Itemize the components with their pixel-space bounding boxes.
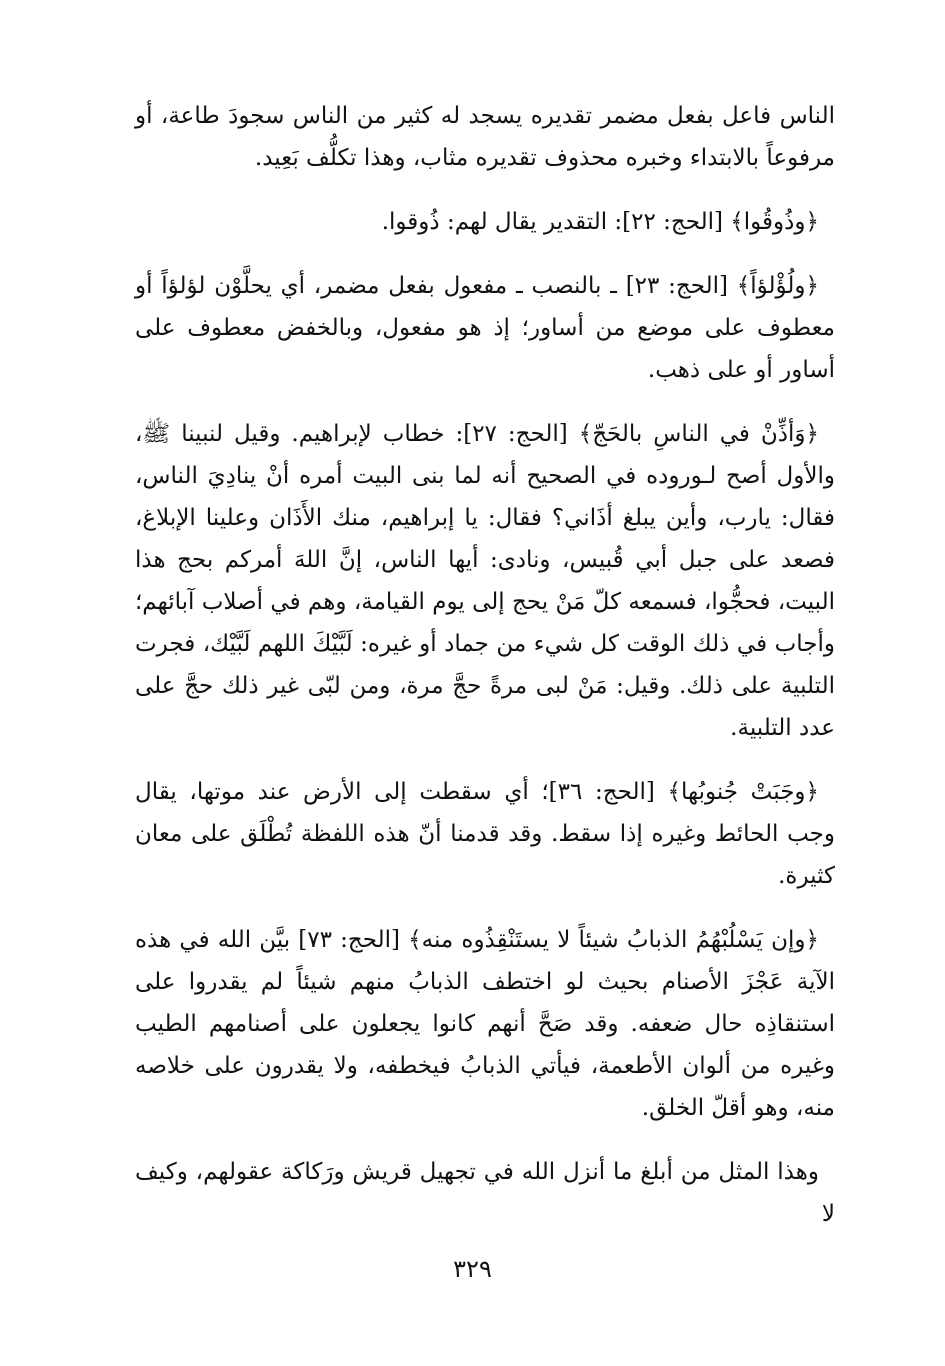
paragraph-adhdhin: ﴿وَأذِّنْ في الناسِ بالحَجّ﴾ [الحج: ٢٧]: خطاب لإبراهيم. وقيل لنبينا ﷺ، والأول أصح لـوروده في الصحيح أنه لما بنى البيت أمره أنْ ينادِيَ الناس، فقال: يارب، وأين يبلغ أذَاني؟ فقال: يا إبراهيم، منك الأَذَان وعلينا الإبلاغ، فصعد على جبل أبي قُبيس، ونادى: أيها الناس، إنَّ اللهَ أمركم بحج هذا البيت، فحجُّوا، فسمعه كلّ مَنْ يحج إلى يوم القيامة، وهم في أصلاب آبائهم؛ وأجاب في ذلك الوقت كل شيء من جماد أو غيره: لَبَّيْكَ اللهم لَبَّيْك، فجرت التلبية على ذلك. وقيل: مَنْ لبى مرةً حجَّ مرة، ومن لبّى غير ذلك حجَّ على عدد التلبية. bbox=[135, 421, 835, 741]
paragraph-continuation: الناس فاعل بفعل مضمر تقديره يسجد له كثير من الناس سجودَ طاعة، أو مرفوعاً بالابتداء وخبره محذوف تقديره مثاب، وهذا تكلُّف بَعِيد. bbox=[135, 103, 835, 171]
paragraph-wajabat: ﴿وجَبَتْ جُنوبُها﴾ [الحج: ٣٦]؛ أي سقطت إلى الأرض عند موتها، يقال وجب الحائط وغيره إذا سقط. وقد قدمنا أنّ هذه اللفظة تُطْلَق على معان كثيرة. bbox=[135, 779, 835, 889]
paragraph-lulu: ﴿ولُؤْلؤاً﴾ [الحج: ٢٣] ـ بالنصب ـ مفعول بفعل مضمر، أي يحلَّوْن لؤلؤاً أو معطوف على موضع من أساور؛ إذ هو مفعول، وبالخفض معطوف على أساور أو على ذهب. bbox=[135, 273, 835, 383]
paragraph-mathal: وهذا المثل من أبلغ ما أنزل الله في تجهيل قريش ورَكاكة عقولهم، وكيف لا bbox=[135, 1159, 835, 1227]
page-body bbox=[135, 95, 835, 1257]
paragraph-dhubab: ﴿وإن يَسْلُبْهُمُ الذبابُ شيئاً لا يستَنْقِذُوه منه﴾ [الحج: ٧٣] بيَّن الله في هذه الآية عَجْزَ الأصنام بحيث لو اختطف الذبابُ منهم شيئاً لم يقدروا على استنقاذِه حال ضعفه. وقد صَحَّ أنهم كانوا يجعلون على أصنامهم الطيب وغيره من ألوان الأطعمة، فيأتي الذبابُ فيخطفه، ولا يقدرون على خلاصه منه، وهو أقلّ الخلق. bbox=[135, 927, 835, 1121]
page-number: ٣٢٩ bbox=[453, 1255, 492, 1283]
paragraph-dhuqu: ﴿وذُوقُوا﴾ [الحج: ٢٢]: التقدير يقال لهم: ذُوقوا. bbox=[381, 209, 819, 235]
